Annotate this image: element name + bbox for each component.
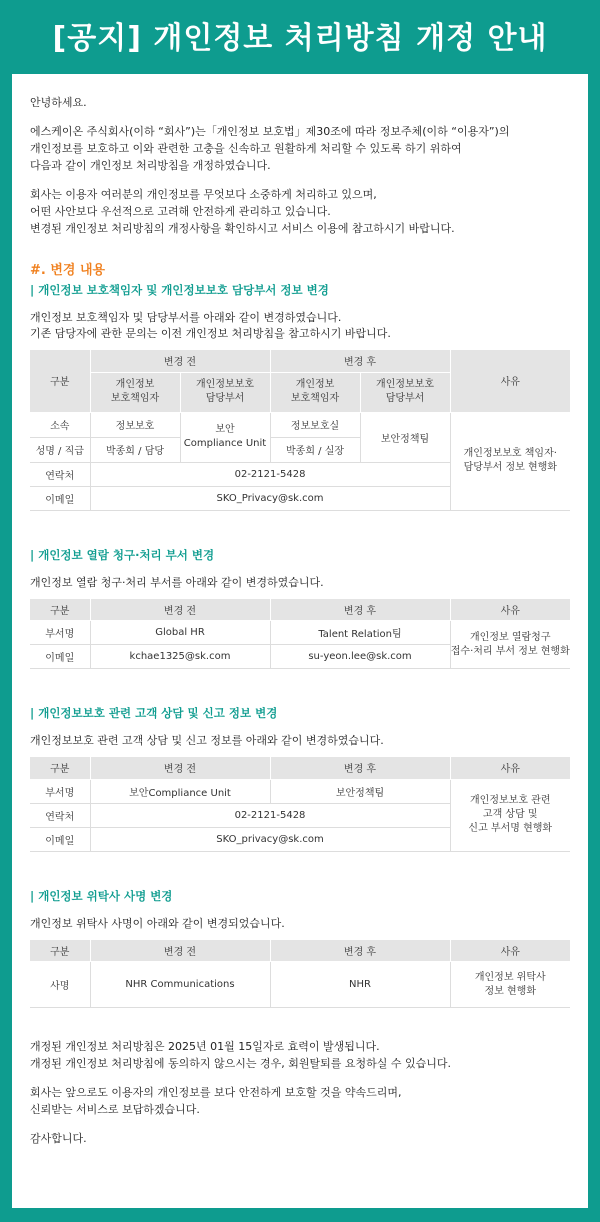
notice-panel <box>12 74 588 1208</box>
table-cell: NHR <box>270 962 450 1008</box>
section4-title: | 개인정보 위탁사 사명 변경 <box>30 888 173 903</box>
table-cell: NHR Communications <box>90 962 270 1008</box>
reason-cell: 개인정보 위탁사 정보 현행화 <box>450 962 570 1008</box>
change-heading: #. 변경 내용 <box>30 263 106 278</box>
section2-title: | 개인정보 열람 청구·처리 부서 변경 <box>30 547 215 562</box>
table-cell-merged: 보안정책팀 <box>360 412 450 462</box>
footer-paragraph <box>30 1038 570 1072</box>
row-label: 연락처 <box>30 462 90 486</box>
header-gubun: 구분 <box>30 940 90 962</box>
intro2-paragraph <box>30 186 570 237</box>
header-reason: 사유 <box>450 350 570 412</box>
table-cell: 보안Compliance Unit <box>90 779 270 803</box>
table-cell: 박종희 / 담당 <box>90 437 180 462</box>
header-after: 변경 후 <box>270 757 450 779</box>
table-cell: 정보보호 <box>90 412 180 437</box>
section1-table <box>30 350 570 511</box>
row-label: 소속 <box>30 412 90 437</box>
table-cell: SKO_privacy@sk.com <box>90 827 450 851</box>
section2-table <box>30 599 570 670</box>
intro-line: 다음과 같이 개인정보 처리방침을 개정하였습니다. <box>30 159 271 172</box>
table-cell: Global HR <box>90 621 270 645</box>
intro-paragraph <box>30 123 570 174</box>
table-cell: 보안정책팀 <box>270 779 450 803</box>
header-gubun: 구분 <box>30 757 90 779</box>
table-cell: kchae1325@sk.com <box>90 645 270 669</box>
section3-desc: 개인정보보호 관련 고객 상담 및 신고 정보를 아래와 같이 변경하였습니다. <box>30 734 384 747</box>
intro-line: 개인정보를 보호하고 이와 관련한 고충을 신속하고 원활하게 처리할 수 있도록 하기 위하여 <box>30 142 462 155</box>
section2-desc: 개인정보 열람 청구·처리 부서를 아래와 같이 변경하였습니다. <box>30 575 324 589</box>
row-label: 부서명 <box>30 779 90 803</box>
row-label: 성명 / 직급 <box>30 437 90 462</box>
footer <box>30 1038 570 1147</box>
footer-line: 개정된 개인정보 처리방침에 동의하지 않으시는 경우, 회원탈퇴를 요청하실 수 있습니다. <box>30 1057 451 1070</box>
section1-title: | 개인정보 보호책임자 및 개인정보보호 담당부서 정보 변경 <box>30 283 329 297</box>
intro2-line: 회사는 이용자 여러분의 개인정보를 무엇보다 소중하게 처리하고 있으며, <box>30 188 377 201</box>
intro2-line: 어떤 사안보다 우선적으로 고려해 안전하게 관리하고 있습니다. <box>30 205 331 218</box>
reason-cell: 개인정보보호 책임자· 담당부서 정보 현행화 <box>450 412 570 510</box>
row-label: 이메일 <box>30 827 90 851</box>
table-cell: 정보보호실 <box>270 412 360 437</box>
table-cell: 02-2121-5428 <box>90 803 450 827</box>
section1-desc <box>30 310 570 342</box>
footer-line: 개정된 개인정보 처리방침은 2025년 01월 15일자로 효력이 발생됩니다. <box>30 1040 380 1053</box>
header-before: 변경 전 <box>90 940 270 962</box>
subheader-before-dept: 개인정보보호 담당부서 <box>180 372 270 412</box>
closing: 감사합니다. <box>30 1132 87 1145</box>
table-cell: SKO_Privacy@sk.com <box>90 486 450 510</box>
section1-desc-line: 기존 담당자에 관한 문의는 이전 개인정보 처리방침을 참고하시기 바랍니다. <box>30 327 391 340</box>
subheader-after-dept: 개인정보보호 담당부서 <box>360 372 450 412</box>
table-cell: 박종희 / 실장 <box>270 437 360 462</box>
row-label: 이메일 <box>30 486 90 510</box>
header-reason: 사유 <box>450 599 570 621</box>
row-label: 부서명 <box>30 621 90 645</box>
section1-desc-line: 개인정보 보호책임자 및 담당부서를 아래와 같이 변경하였습니다. <box>30 311 342 324</box>
header-after: 변경 후 <box>270 350 450 372</box>
intro-line: 에스케이온 주식회사(이하 “회사”)는「개인정보 보호법」제30조에 따라 정보주체(이하 “이용자”)의 <box>30 125 510 138</box>
subheader-after-officer: 개인정보 보호책임자 <box>270 372 360 412</box>
header-after: 변경 후 <box>270 599 450 621</box>
section4-table <box>30 940 570 1009</box>
header-gubun: 구분 <box>30 599 90 621</box>
subheader-before-officer: 개인정보 보호책임자 <box>90 372 180 412</box>
table-cell: su-yeon.lee@sk.com <box>270 645 450 669</box>
table-cell-merged: 보안 Compliance Unit <box>180 412 270 462</box>
header-gubun: 구분 <box>30 350 90 412</box>
intro2-line: 변경된 개인정보 처리방침의 개정사항을 확인하시고 서비스 이용에 참고하시기 바랍니다. <box>30 222 455 235</box>
header-before: 변경 전 <box>90 599 270 621</box>
section3-title: | 개인정보보호 관련 고객 상담 및 신고 정보 변경 <box>30 706 278 720</box>
header-before: 변경 전 <box>90 757 270 779</box>
section3-table <box>30 757 570 852</box>
table-cell: Talent Relation팀 <box>270 621 450 645</box>
footer-line: 신뢰받는 서비스로 보답하겠습니다. <box>30 1103 200 1116</box>
reason-cell: 개인정보보호 관련 고객 상담 및 신고 부서명 현행화 <box>450 779 570 851</box>
footer-line: 회사는 앞으로도 이용자의 개인정보를 보다 안전하게 보호할 것을 약속드리며, <box>30 1086 402 1099</box>
header-reason: 사유 <box>450 757 570 779</box>
row-label: 사명 <box>30 962 90 1008</box>
header-after: 변경 후 <box>270 940 450 962</box>
footer-paragraph <box>30 1084 570 1118</box>
greeting: 안녕하세요. <box>30 96 87 109</box>
reason-cell: 개인정보 열람청구 접수·처리 부서 정보 현행화 <box>450 621 570 669</box>
header-reason: 사유 <box>450 940 570 962</box>
row-label: 연락처 <box>30 803 90 827</box>
row-label: 이메일 <box>30 645 90 669</box>
page-title: [공지] 개인정보 처리방침 개정 안내 <box>52 21 548 56</box>
table-cell: 02-2121-5428 <box>90 462 450 486</box>
header-before: 변경 전 <box>90 350 270 372</box>
section4-desc: 개인정보 위탁사 사명이 아래와 같이 변경되었습니다. <box>30 916 285 930</box>
